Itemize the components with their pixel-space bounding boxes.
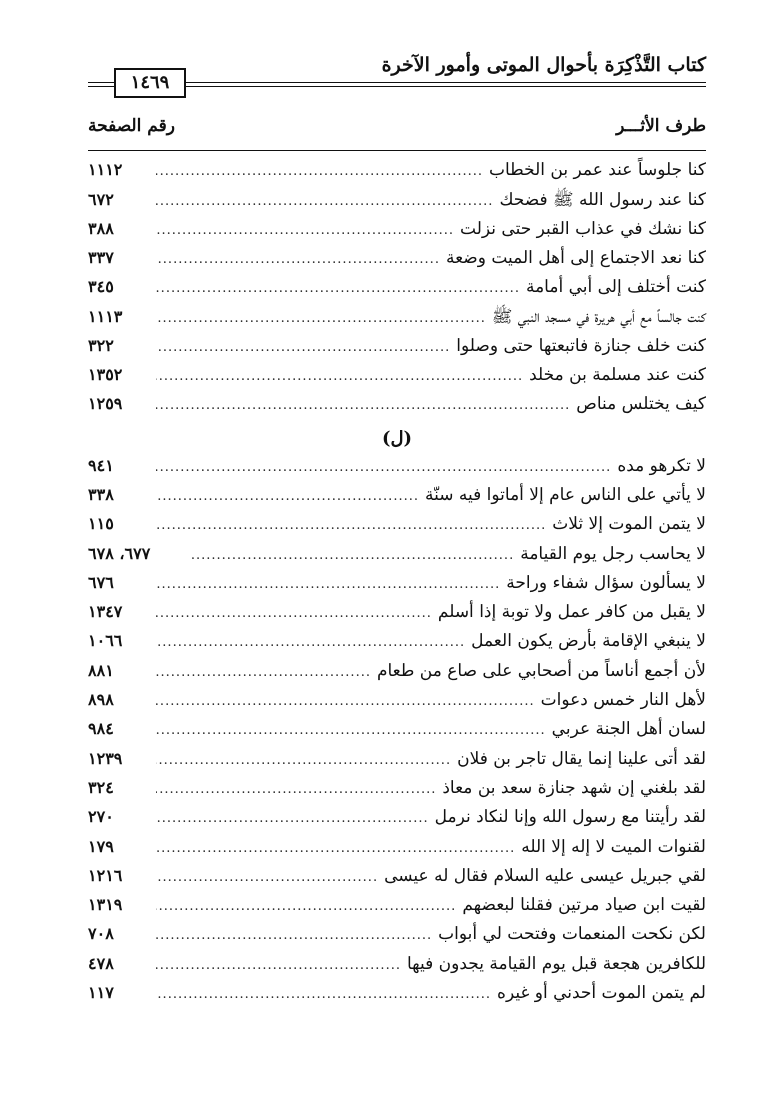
entry-text: كنا عند رسول الله ﷺ فضحك xyxy=(499,190,706,211)
index-row xyxy=(88,749,706,778)
column-heading-page: رقم الصفحة xyxy=(88,116,175,136)
entry-page: ٧٠٨ xyxy=(88,924,114,944)
leader-dots xyxy=(190,548,514,563)
entry-page: ١١٥ xyxy=(88,514,114,534)
leader-dots xyxy=(156,281,520,296)
entry-text: كيف يختلس مناص xyxy=(576,394,706,415)
index-row xyxy=(88,573,706,602)
entry-page: ١٢٣٩ xyxy=(88,748,123,768)
leader-dots xyxy=(156,194,493,209)
column-headings xyxy=(88,116,706,144)
entry-text: لأهل النار خمس دعوات xyxy=(540,690,706,711)
entry-text: لقد بلغني إن شهد جنازة سعد بن معاذ xyxy=(442,777,706,798)
entry-text: لا يسألون سؤال شفاء وراحة xyxy=(506,572,706,593)
entry-page: ٣٨٨ xyxy=(88,218,114,238)
entry-text: لا ينبغي الإقامة بأرض يكون العمل xyxy=(471,631,706,652)
entry-page: ١٧٩ xyxy=(88,836,114,856)
index-row xyxy=(88,248,706,277)
entry-page: ٦٧٧، ٦٧٨ xyxy=(88,543,151,563)
entry-page: ٩٨٤ xyxy=(88,719,114,739)
index-row xyxy=(88,631,706,660)
leader-dots xyxy=(156,870,378,885)
index-row xyxy=(88,690,706,719)
index-row xyxy=(88,807,706,836)
index-row xyxy=(88,365,706,394)
entry-page: ٣٢٤ xyxy=(88,777,114,797)
entry-page: ٤٧٨ xyxy=(88,953,114,973)
entry-page: ٦٧٦ xyxy=(88,572,114,592)
leader-dots xyxy=(156,489,419,504)
leader-dots xyxy=(156,782,436,797)
index-row xyxy=(88,544,706,573)
leader-dots xyxy=(156,635,465,650)
entry-text: لقي جبريل عيسى عليه السلام فقال له عيسى xyxy=(384,865,706,886)
entry-page: ٨٩٨ xyxy=(88,690,114,710)
entry-text: لأن أجمع أناساً من أصحابي على صاع من طعام xyxy=(376,660,706,681)
entry-text: لكن نكحت المنعمات وفتحت لي أبواب xyxy=(438,924,706,945)
column-heading-narration: طرف الأثـــر xyxy=(616,116,706,136)
page-number: ١٤٦٩ xyxy=(114,68,186,98)
index-row xyxy=(88,924,706,953)
leader-dots xyxy=(156,311,486,326)
entry-text: لا يقبل من كافر عمل ولا توبة إذا أسلم xyxy=(437,602,706,623)
index-entries xyxy=(88,160,706,1012)
leader-dots xyxy=(156,252,440,267)
entry-text: كنت جالساً مع أبي هريرة في مسجد النبي ﷺ xyxy=(491,307,706,328)
index-row xyxy=(88,160,706,189)
entry-text: لقد رأيتنا مع رسول الله وإنا لنكاد نرمل xyxy=(434,807,706,828)
leader-dots xyxy=(156,665,371,680)
leader-dots xyxy=(156,958,401,973)
section-letter-lam: (ل) xyxy=(381,427,413,449)
index-row xyxy=(88,485,706,514)
index-row xyxy=(88,602,706,631)
index-row xyxy=(88,895,706,924)
index-row xyxy=(88,866,706,895)
entry-text: لا يأتي على الناس عام إلا أماتوا فيه سنّة xyxy=(424,484,706,505)
entry-page: ١١٧ xyxy=(88,983,114,1003)
entry-page: ١٠٦٦ xyxy=(88,631,123,651)
index-row xyxy=(88,514,706,543)
leader-dots xyxy=(156,460,611,475)
entry-text: لم يتمن الموت أحدني أو غيره xyxy=(497,983,706,1004)
entry-text: كنا نشك في عذاب القبر حتى نزلت xyxy=(460,218,706,239)
leader-dots xyxy=(156,223,454,238)
index-row xyxy=(88,456,706,485)
entry-page: ١١١٢ xyxy=(88,160,123,179)
entry-page: ١٢٥٩ xyxy=(88,394,123,414)
leader-dots xyxy=(156,928,432,943)
entry-text: لا يحاسب رجل يوم القيامة xyxy=(520,543,706,564)
entry-text: كنت عند مسلمة بن مخلد xyxy=(529,365,706,386)
running-header xyxy=(88,52,706,100)
leader-dots xyxy=(156,694,535,709)
entry-text: كنت أختلف إلى أبي أمامة xyxy=(525,277,706,298)
index-row xyxy=(88,954,706,983)
book-title: كتاب التَّذْكِرَة بأحوال الموتى وأمور الآخرة xyxy=(381,54,706,76)
entry-page: ٣٤٥ xyxy=(88,277,114,297)
entry-text: كنا جلوساً عند عمر بن الخطاب xyxy=(489,160,706,180)
index-row xyxy=(88,277,706,306)
leader-dots xyxy=(156,987,491,1002)
leader-dots xyxy=(156,398,570,413)
entry-page: ١٣٤٧ xyxy=(88,602,123,622)
leader-dots xyxy=(156,340,450,355)
leader-dots xyxy=(156,899,456,914)
entry-page: ٣٣٧ xyxy=(88,247,114,267)
entry-text: لسان أهل الجنة عربي xyxy=(551,719,706,740)
index-row xyxy=(88,189,706,218)
index-row xyxy=(88,778,706,807)
entry-text: لا يتمن الموت إلا ثلاث xyxy=(552,514,706,535)
entry-text: لا تكرهو مده xyxy=(617,455,706,476)
entry-page: ٢٧٠ xyxy=(88,807,114,827)
leader-dots xyxy=(156,811,429,826)
index-row xyxy=(88,219,706,248)
leader-dots xyxy=(156,577,500,592)
leader-dots xyxy=(156,518,546,533)
index-row xyxy=(88,719,706,748)
leader-dots xyxy=(156,369,523,384)
entry-page: ٩٤١ xyxy=(88,455,114,475)
entry-page: ١٣١٩ xyxy=(88,895,123,915)
entry-text: لقد أتى علينا إنما يقال تاجر بن فلان xyxy=(457,748,706,769)
heading-divider xyxy=(88,150,706,151)
index-row xyxy=(88,306,706,335)
entry-page: ٣٣٨ xyxy=(88,484,114,504)
entry-page: ٣٢٢ xyxy=(88,335,114,355)
entry-page: ٨٨١ xyxy=(88,660,114,680)
leader-dots xyxy=(156,753,451,768)
entry-text: كنت خلف جنازة فاتبعتها حتى وصلوا xyxy=(456,335,706,356)
leader-dots xyxy=(156,723,546,738)
entry-text: كنا نعد الاجتماع إلى أهل الميت وضعة xyxy=(445,247,706,268)
entry-text: لقيت ابن صياد مرتين فقلنا لبعضهم xyxy=(462,895,706,916)
entry-text: لقنوات الميت لا إله إلا الله xyxy=(521,836,706,857)
leader-dots xyxy=(156,164,483,179)
entry-page: ٦٧٢ xyxy=(88,190,114,210)
index-row xyxy=(88,336,706,365)
index-row xyxy=(88,394,706,423)
index-row xyxy=(88,983,706,1012)
entry-page: ١٢١٦ xyxy=(88,865,123,885)
index-row xyxy=(88,661,706,690)
index-row xyxy=(88,837,706,866)
leader-dots xyxy=(156,841,515,856)
leader-dots xyxy=(156,606,432,621)
entry-page: ١١١٣ xyxy=(88,307,123,327)
entry-page: ١٣٥٢ xyxy=(88,365,123,385)
entry-text: للكافرين هجعة قبل يوم القيامة يجدون فيها xyxy=(406,953,706,974)
